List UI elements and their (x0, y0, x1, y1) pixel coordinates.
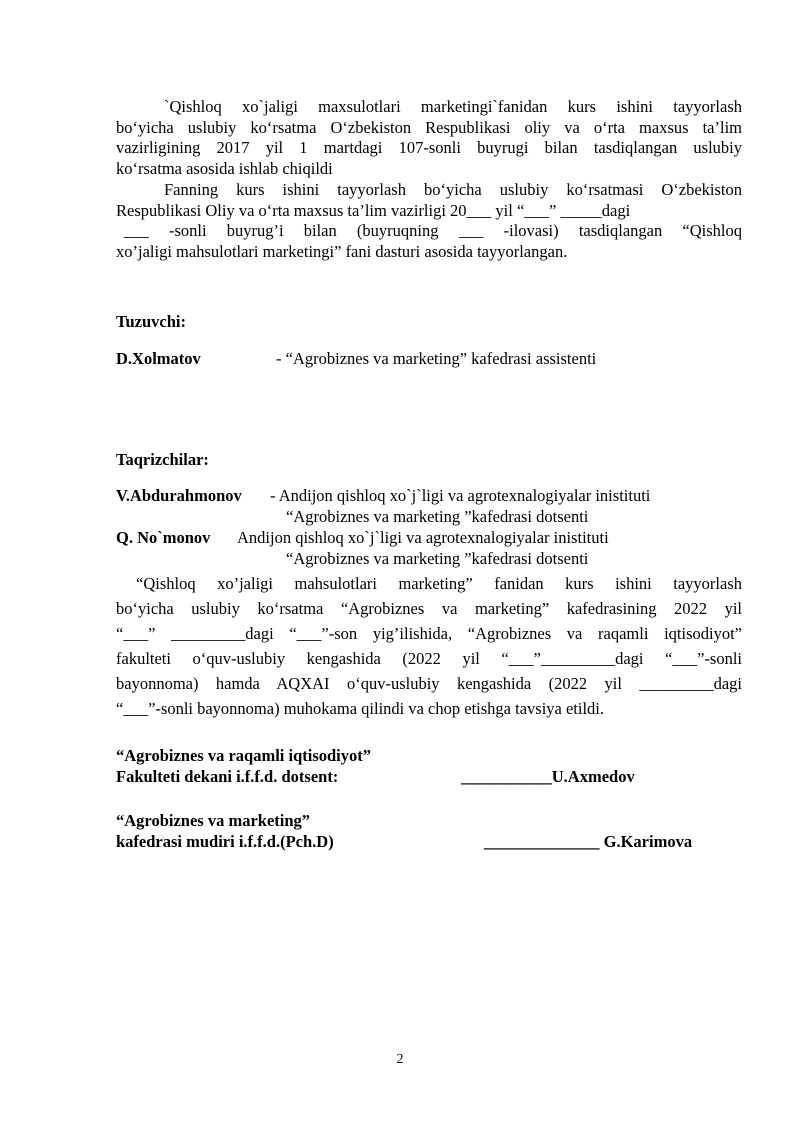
program-line: Fanning kurs ishini tayyorlash bo‘yicha uslubiy ko‘rsatmasi O‘zbekiston (164, 180, 742, 199)
program-paragraph (116, 180, 742, 262)
reviewer-2-name: Q. No`monov (116, 528, 211, 547)
reviewer-2-department: “Agrobiznes va marketing ”kafedrasi dotsenti (286, 549, 589, 568)
intro-paragraph (116, 97, 742, 179)
head-department-name: “Agrobiznes va marketing” (116, 811, 311, 830)
approval-line: bo‘yicha uslubiy ko‘rsatma “Agrobiznes va marketing” kafedrasining 2022 yil (116, 599, 742, 618)
dean-signature: ___________U.Axmedov (461, 767, 635, 786)
program-line: ___ -sonli buyrug’i bilan (buyruqning ___ -ilovasi) tasdiqlangan “Qishloq (124, 221, 742, 241)
approval-line: “___”-sonli bayonnoma) muhokama qilindi va chop etishga tavsiya etildi. (116, 699, 605, 718)
head-signature: ______________ G.Karimova (484, 832, 693, 851)
reviewer-1-affiliation: - Andijon qishloq xo`j`ligi va agrotexnalogiyalar inistituti (270, 486, 651, 505)
author-heading: Tuzuvchi: (116, 312, 186, 331)
intro-line: ko‘rsatma asosida ishlab chiqildi (116, 158, 333, 178)
approval-line: bayonnoma) hamda AQXAI o‘quv-uslubiy kengashida (2022 yil _________dagi (116, 674, 742, 693)
approval-line: “___” _________dagi “___”-son yig’ilishida, “Agrobiznes va raqamli iqtisodiyot” (116, 624, 742, 643)
reviewer-1-department: “Agrobiznes va marketing ”kafedrasi dotsenti (286, 507, 589, 526)
dean-faculty-name: “Agrobiznes va raqamli iqtisodiyot” (116, 746, 372, 765)
dean-title: Fakulteti dekani i.f.f.d. dotsent: (116, 767, 339, 786)
intro-line: vazirligining 2017 yil 1 martdagi 107-sonli buyrugi bilan tasdiqlangan uslubiy (116, 138, 742, 158)
approval-paragraph (116, 571, 742, 721)
approval-line: fakulteti o‘quv-uslubiy kengashida (2022 yil “___”_________dagi “___”-sonli (116, 649, 742, 668)
author-name: D.Xolmatov (116, 349, 201, 368)
author-role: - “Agrobiznes va marketing” kafedrasi assistenti (276, 349, 597, 368)
page-number: 2 (396, 1052, 404, 1067)
program-line: Respublikasi Oliy va o‘rta maxsus ta’lim vazirligi 20___ yil “___” _____dagi (116, 200, 631, 220)
program-line: xo’jaligi mahsulotlari marketingi” fani dasturi asosida tayyorlangan. (116, 241, 568, 261)
approval-line: “Qishloq xo’jaligi mahsulotlari marketing” fanidan kurs ishini tayyorlash (136, 574, 742, 593)
reviewers-heading: Taqrizchilar: (116, 450, 209, 469)
intro-line: `Qishloq xo`jaligi maxsulotlari marketingi`fanidan kurs ishini tayyorlash (164, 97, 742, 116)
intro-line: bo‘yicha uslubiy ko‘rsatma O‘zbekiston Respublikasi oliy va o‘rta maxsus ta’lim (116, 117, 742, 137)
reviewer-1-name: V.Abdurahmonov (116, 486, 242, 505)
reviewer-2-affiliation: Andijon qishloq xo`j`ligi va agrotexnalogiyalar inistituti (237, 528, 609, 547)
head-title: kafedrasi mudiri i.f.f.d.(Pch.D) (116, 832, 334, 851)
